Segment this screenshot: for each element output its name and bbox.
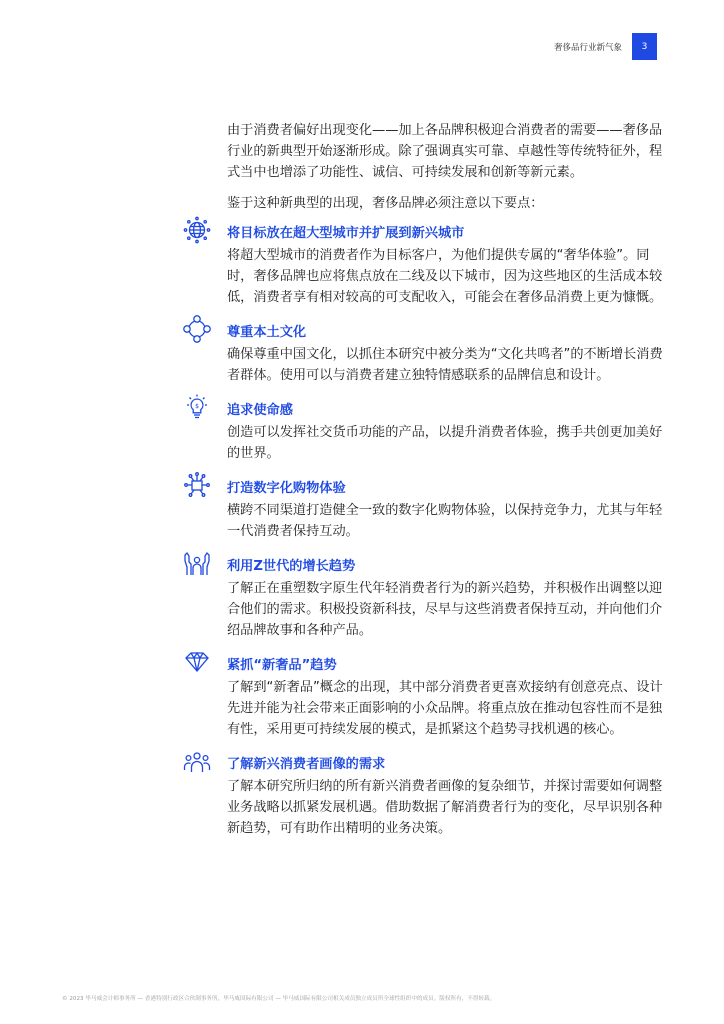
- section-body: 确保尊重中国文化，以抓住本研究中被分类为“文化共鸣者”的不断增长消费者群体。使用可以与消费者建立独特情感联系的品牌信息和设计。: [227, 347, 663, 383]
- section-title: 利用Z世代的增长趋势: [227, 558, 356, 574]
- people-group-icon: [183, 747, 211, 775]
- section-title: 打造数字化购物体验: [227, 480, 346, 496]
- section-body: 了解正在重塑数字原生代年轻消费者行为的新兴趋势，并积极作出调整以迎合他们的需求。积极投资新科技，尽早与这些消费者保持互动，并向他们介绍品牌故事和各种产品。: [227, 581, 663, 638]
- raised-hands-icon: [183, 549, 211, 577]
- page-header: [554, 33, 657, 60]
- intro-paragraph: 由于消费者偏好出现变化——加上各品牌积极迎合消费者的需要——奢侈品行业的新典型开始逐渐形成。除了强调真实可靠、卓越性等传统特征外，程式当中也增添了功能性、诚信、可持续发展和创新等新元素。: [227, 123, 663, 180]
- section-title: 紧抓“新奢品”趋势: [227, 657, 337, 673]
- section-local-culture: [227, 319, 663, 386]
- section-purpose: [195, 397, 663, 464]
- section-body: 横跨不同渠道打造健全一致的数字化购物体验，以保持竞争力，尤其与年轻一代消费者保持互动。: [227, 503, 663, 539]
- circuit-icon: [183, 471, 211, 499]
- section-title: 将目标放在超大型城市并扩展到新兴城市: [227, 225, 465, 241]
- section-body: 了解本研究所归纳的所有新兴消费者画像的复杂细节，并探讨需要如何调整业务战略以抓紧发展机遇。借助数据了解消费者行为的变化，尽早识别各种新趋势，可有助作出精明的业务决策。: [227, 779, 663, 836]
- section-consumer-profiles: [227, 751, 663, 839]
- intro-lead-paragraph: 鉴于这种新典型的出现，奢侈品牌必须注意以下要点：: [227, 196, 544, 211]
- cycle-icon: [183, 315, 211, 343]
- main-content: [195, 120, 663, 850]
- section-title: 了解新兴消费者画像的需求: [227, 756, 386, 772]
- lightbulb-icon: [183, 393, 211, 421]
- section-gen-z: [227, 553, 663, 641]
- section-title: 尊重本土文化: [227, 324, 307, 340]
- section-body: 了解到“新奢品”概念的出现，其中部分消费者更喜欢接纳有创意亮点、设计先进并能为社会带来正面影响的小众品牌。将重点放在推动包容性而不是独有性，采用更可持续发展的模式，是抓紧这个趋势寻找机遇的核心。: [227, 680, 663, 737]
- section-body: 将超大型城市的消费者作为目标客户，为他们提供专属的“奢华体验”。同时，奢侈品牌也应将焦点放在二线及以下城市，因为这些地区的生活成本较低，消费者享有相对较高的可支配收入，可能会在奢侈品消费上更为慷慨。: [227, 248, 663, 305]
- footer-copyright: © 2023 毕马威会计师事务所 — 香港特别行政区合伙制事务所，毕马威国际有限公司 — 毕马威国际有限公司相关成员独立成员所全球性组织中的成员。版权所有，不得转载。: [62, 996, 496, 1002]
- section-megacities: [227, 220, 663, 308]
- diamond-icon: [183, 648, 211, 676]
- svg-text:$: $: [195, 403, 199, 410]
- globe-icon: [183, 216, 211, 244]
- section-new-luxury: [227, 652, 663, 740]
- page-number-badge: 3: [632, 33, 657, 60]
- section-body: 创造可以发挥社交货币功能的产品，以提升消费者体验，携手共创更加美好的世界。: [227, 425, 663, 461]
- section-digital-shopping: [227, 475, 663, 542]
- running-header-title: 奢侈品行业新气象: [553, 42, 622, 53]
- section-title: 追求使命感: [227, 402, 293, 418]
